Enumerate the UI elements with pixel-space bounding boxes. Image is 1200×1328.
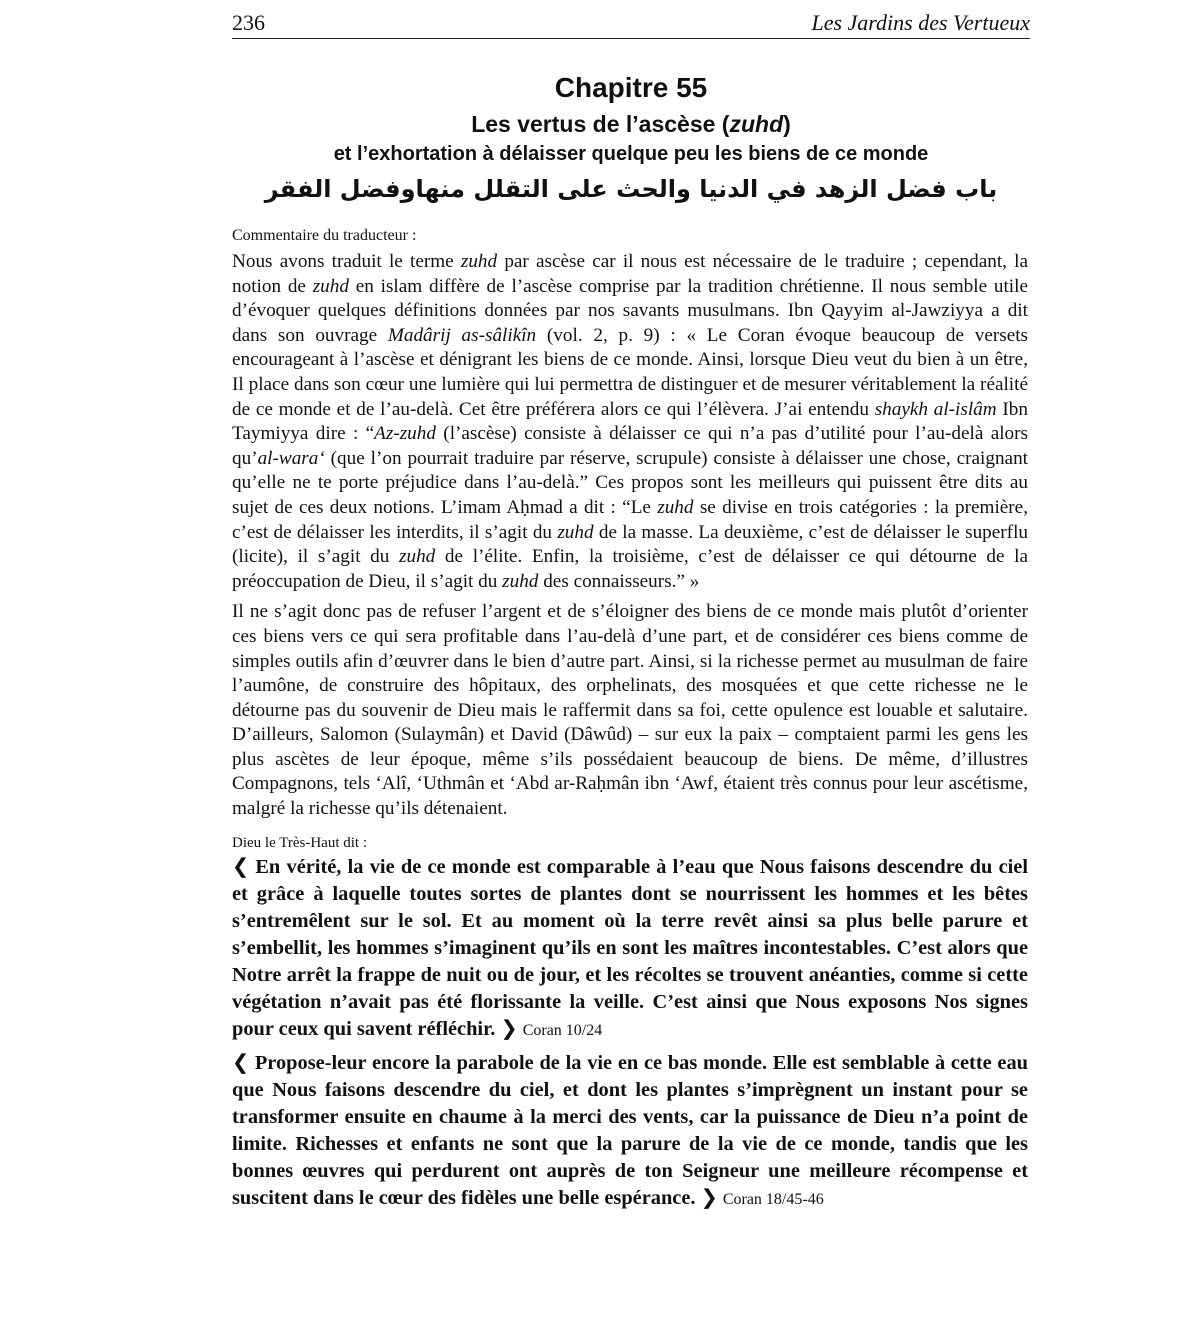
chapter-number: Chapitre 55 (554, 72, 708, 103)
running-title: Les Jardins des Vertueux (811, 10, 1030, 35)
term-zuhd: zuhd (312, 275, 349, 297)
verse-text: Propose-leur encore la parabole de la vie en ce bas monde. Elle est semblable à cette eau que Nous faisons descendre du ciel, et dont les plantes s’imprègnent un instant pour se transformer ensuite en chaume à la merci des vents, car la puissance de Dieu n’a point de limite. Richesses et enfants ne sont que la parure de la vie de ce monde, tandis que les bonnes œuvres qui perdurent ont auprès de ton Seigneur une meilleure récompense et suscitent dans le cœur des fidèles une belle espérance. (232, 1051, 1028, 1209)
page-body (232, 224, 1028, 1213)
term-al-wara: al-wara‘ (257, 447, 325, 469)
verse-close-ornament: ❯ (700, 1186, 718, 1209)
chapter-title-before: Les vertus de l’ascèse ( (471, 111, 730, 137)
commentary-paragraph-2: Il ne s’agit donc pas de refuser l’argent et de s’éloigner des biens de ce monde mais plutôt d’orienter ces biens vers ce qui sera profitable dans l’au-delà d’une part, et de considérer ces biens comme de simples outils afin d’œuvrer dans le bien d’autre part. Ainsi, si la richesse permet au musulman de faire l’aumône, de construire des hôpitaux, des orphelinats, des mosquées et que cette richesse ne le détourne pas du souvenir de Dieu mais le raffermit dans sa foi, cette opulence est louable et salutaire. D’ailleurs, Salomon (Sulaymân) et David (Dâwûd) – sur eux la paix – comptaient parmi les gens les plus ascètes de leur époque, même s’ils possédaient beaucoup de biens. De même, d’illustres Compagnons, tels ‘Alî, ‘Uthmân et ‘Abd ar-Raḥmân ibn ‘Awf, étaient très connus pour leur ascétisme, malgré la richesse qu’ils détenaient. (232, 601, 1028, 820)
running-header (232, 6, 1030, 39)
verse-reference: Coran 10/24 (522, 1021, 603, 1039)
text-run: Ibn Taymiyya dire : “ (232, 398, 1028, 445)
verse-text: En vérité, la vie de ce monde est comparable à l’eau que Nous faisons descendre du ciel et grâce à laquelle toutes sortes de plantes dont se nourrissent les hommes et les bêtes s’entremêlent sur le sol. Et au moment où la terre revêt ainsi sa plus belle parure et s’embellit, les hommes s’imaginent qu’ils en sont les maîtres incontestables. C’est alors que Notre arrêt la frappe de nuit ou de jour, et les récoltes se trouvent anéanties, comme si cette végétation n’avait pas été florissante la veille. C’est ainsi que Nous exposons Nos signes pour ceux qui savent réfléchir. (232, 855, 1028, 1040)
page-number: 236 (232, 10, 265, 35)
text-run: se divise en trois catégories : la première, c’est de délaisser les interdits, il s’agit du (232, 496, 1028, 543)
term-zuhd: zuhd (657, 496, 694, 518)
term-zuhd: zuhd (460, 251, 498, 272)
verse-close-ornament: ❯ (500, 1017, 518, 1040)
term-zuhd: zuhd (557, 521, 594, 543)
chapter-arabic-title: باب فضل الزهد في الدنيا والحث على التقلل منهاوفضل الفقر (264, 175, 998, 203)
chapter-title-after: ) (783, 111, 791, 137)
text-run: (que l’on pourrait traduire par réserve, scrupule) consiste à délaisser une chose, craignant qu’elle ne te porte préjudice dans l’au-delà.” Ces propos sont les meilleurs qui puissent être dits au sujet de ces deux notions. L’imam Aḥmad a dit : “Le (232, 447, 1028, 518)
term-zuhd: zuhd (399, 546, 436, 568)
quran-verse-1 (232, 854, 1028, 1044)
text-run: (l’ascèse) consiste à délaisser ce qui n’a pas d’utilité pour l’au-delà alors qu’ (232, 423, 1028, 469)
text-run: des connaisseurs.” » (538, 570, 700, 592)
text-run: Nous avons traduit le terme (232, 251, 461, 272)
text-run: (vol. 2, p. 9) : « Le Coran évoque beaucoup de versets encourageant à l’ascèse et dénigrant les biens de ce monde. Ainsi, lorsque Dieu veut du bien à un être, Il place dans son cœur une lumière qui lui permettra de distinguer et de mesurer véritablement la réalité de ce monde et de l’au-delà. Cet être préférera alors ce qui l’élèvera. J’ai entendu (232, 324, 1029, 420)
text-run: de l’élite. Enfin, la troisième, c’est de délaisser ce qui détourne de la préoccupation de Dieu, il s’agit du (232, 546, 1028, 592)
chapter-heading (232, 68, 1030, 209)
text-run: en islam diffère de l’ascèse comprise par la tradition chrétienne. Il nous semble utile d’évoquer quelques définitions données par nos savants musulmans. Ibn Qayyim al-Jawziyya a dit dans son ouvrage (232, 275, 1028, 346)
chapter-subtitle: et l’exhortation à délaisser quelque peu les biens de ce monde (333, 143, 929, 165)
text-run: par ascèse car il nous est nécessaire de le traduire ; cependant, la notion de (232, 251, 1029, 297)
chapter-title-term: zuhd (729, 111, 784, 137)
text-run: de la masse. La deuxième, c’est de délaisser le superflu (licite), il s’agit du (232, 521, 1029, 568)
term-zuhd: zuhd (502, 570, 539, 592)
chapter-title (232, 108, 1030, 140)
term-shaykh-al-islam: shaykh al-islâm (874, 398, 997, 420)
verse-reference: Coran 18/45-46 (722, 1190, 824, 1208)
verse-open-ornament: ❮ (232, 855, 250, 878)
commentary-paragraph-1 (232, 250, 1028, 594)
quran-intro-label: Dieu le Très-Haut dit : (232, 834, 367, 851)
quran-verse-2 (232, 1050, 1028, 1213)
commentary-label: Commentaire du traducteur : (232, 227, 417, 244)
term-az-zuhd: Az-zuhd (374, 423, 436, 445)
verse-open-ornament: ❮ (232, 1051, 250, 1074)
book-title: Madârij as-sâlikîn (387, 324, 537, 346)
